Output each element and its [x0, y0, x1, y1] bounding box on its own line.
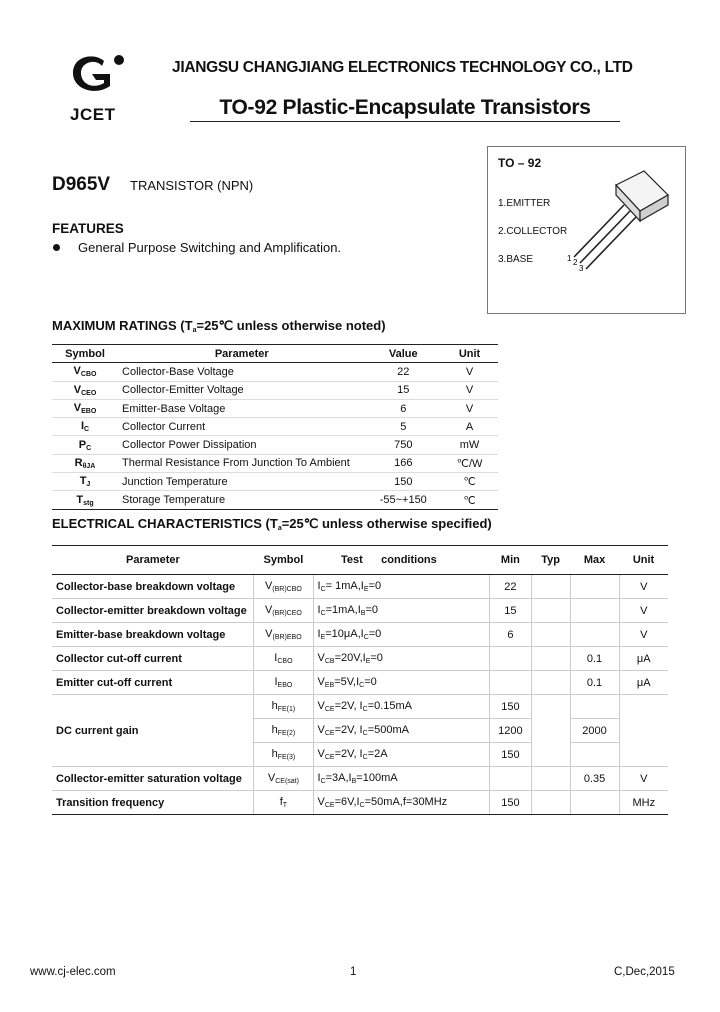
- column-header: Value: [365, 345, 441, 363]
- typ-cell: [531, 599, 570, 623]
- column-header: Typ: [531, 546, 570, 575]
- company-name: JIANGSU CHANGJIANG ELECTRONICS TECHNOLOGY CO., LTD: [172, 59, 633, 76]
- value-cell: 5: [365, 418, 441, 436]
- min-cell: 15: [490, 599, 532, 623]
- unit-cell: [619, 695, 668, 767]
- parameter-cell: Emitter-base breakdown voltage: [52, 623, 254, 647]
- value-cell: -55~+150: [365, 491, 441, 509]
- condition-cell: $I_E=10\mu A,I_C=0$: [313, 623, 490, 647]
- min-cell: [490, 767, 532, 791]
- symbol-cell: $P_C$: [52, 436, 118, 454]
- unit-cell: A: [441, 418, 498, 436]
- table-row: [52, 791, 668, 815]
- value-cell: 150: [365, 473, 441, 491]
- pin-number: 2: [573, 258, 578, 267]
- symbol-cell: $I_C$: [52, 418, 118, 436]
- value-cell: 166: [365, 454, 441, 472]
- symbol-cell: $R_{\theta JA}$: [52, 454, 118, 472]
- table-row: [52, 418, 498, 436]
- table-row: [52, 473, 498, 491]
- unit-cell: μA: [619, 647, 668, 671]
- symbol-cell: $V_{EBO}$: [52, 399, 118, 417]
- unit-cell: V: [619, 599, 668, 623]
- part-description: TRANSISTOR (NPN): [130, 178, 254, 193]
- column-header: Symbol: [52, 345, 118, 363]
- parameter-cell: Collector Power Dissipation: [118, 436, 365, 454]
- symbol-cell: $I_{EBO}$: [254, 671, 313, 695]
- symbol-cell: $I_{CBO}$: [254, 647, 313, 671]
- parameter-cell: Emitter-Base Voltage: [118, 399, 365, 417]
- typ-cell: [531, 695, 570, 767]
- pin-label: 1.EMITTER: [498, 198, 551, 209]
- package-box: [487, 146, 686, 314]
- condition-cell: $V_{CE}=2V$, $I_C=0.15mA$: [313, 695, 490, 719]
- table-row: [52, 436, 498, 454]
- max-cell: [570, 599, 619, 623]
- symbol-cell: $T_{stg}$: [52, 491, 118, 509]
- symbol-cell: $h_{FE(1)}$: [254, 695, 313, 719]
- column-header: Min: [490, 546, 532, 575]
- parameter-cell: Collector cut-off current: [52, 647, 254, 671]
- footer-page-number: 1: [350, 966, 357, 978]
- unit-cell: ℃/W: [441, 454, 498, 472]
- symbol-cell: $h_{FE(2)}$: [254, 719, 313, 743]
- table-row: [52, 767, 668, 791]
- max-cell: 0.35: [570, 767, 619, 791]
- max-cell: 2000: [570, 719, 619, 743]
- max-ratings-heading: MAXIMUM RATINGS ($T_a=25℃$ unless otherwise noted): [52, 318, 386, 334]
- column-header: Unit: [441, 345, 498, 363]
- typ-cell: [531, 671, 570, 695]
- symbol-cell: $T_J$: [52, 473, 118, 491]
- table-row: [52, 381, 498, 399]
- table-row: [52, 363, 498, 381]
- parameter-cell: Collector-base breakdown voltage: [52, 575, 254, 599]
- company-logo-icon: [66, 52, 128, 102]
- value-cell: 15: [365, 381, 441, 399]
- symbol-cell: $V_{CBO}$: [52, 363, 118, 381]
- package-name: TO – 92: [498, 156, 542, 170]
- electrical-heading: ELECTRICAL CHARACTERISTICS ($T_a=25℃$ unless otherwise specified): [52, 516, 492, 532]
- symbol-cell: $h_{FE(3)}$: [254, 743, 313, 767]
- symbol-cell: $V_{(BR)CBO}$: [254, 575, 313, 599]
- symbol-cell: $V_{CEO}$: [52, 381, 118, 399]
- parameter-cell: Transition frequency: [52, 791, 254, 815]
- symbol-cell: $V_{(BR)CEO}$: [254, 599, 313, 623]
- parameter-cell: DC current gain: [52, 695, 254, 767]
- max-cell: [570, 791, 619, 815]
- table-row: [52, 454, 498, 472]
- min-cell: 150: [490, 695, 532, 719]
- condition-cell: $V_{CE}=2V$, $I_C=500mA$: [313, 719, 490, 743]
- bullet-icon: [53, 244, 60, 251]
- parameter-cell: Collector-Base Voltage: [118, 363, 365, 381]
- unit-cell: V: [619, 623, 668, 647]
- features-heading: FEATURES: [52, 221, 124, 236]
- min-cell: 150: [490, 791, 532, 815]
- footer-website[interactable]: www.cj-elec.com: [30, 966, 116, 978]
- column-header: Symbol: [254, 546, 313, 575]
- unit-cell: V: [441, 363, 498, 381]
- unit-cell: V: [441, 399, 498, 417]
- typ-cell: [531, 647, 570, 671]
- min-cell: 22: [490, 575, 532, 599]
- min-cell: [490, 671, 532, 695]
- symbol-cell: $V_{(BR)EBO}$: [254, 623, 313, 647]
- max-cell: [570, 695, 619, 719]
- table-row: [52, 599, 668, 623]
- footer-revision: C,Dec,2015: [614, 966, 675, 978]
- table-row: [52, 491, 498, 509]
- condition-cell: $V_{CE}=2V$, $I_C=2A$: [313, 743, 490, 767]
- column-header: Parameter: [52, 546, 254, 575]
- condition-cell: $V_{EB}=5V,I_C=0$: [313, 671, 490, 695]
- min-cell: [490, 647, 532, 671]
- brand-name: JCET: [70, 105, 116, 124]
- part-number: D965V: [52, 174, 111, 195]
- pin-label: 3.BASE: [498, 254, 534, 265]
- document-title: TO-92 Plastic-Encapsulate Transistors: [190, 96, 620, 122]
- symbol-cell: $f_T$: [254, 791, 313, 815]
- max-ratings-table: [52, 344, 498, 510]
- typ-cell: [531, 575, 570, 599]
- parameter-cell: Storage Temperature: [118, 491, 365, 509]
- max-cell: [570, 575, 619, 599]
- typ-cell: [531, 767, 570, 791]
- condition-cell: $V_{CB}=20V,I_E=0$: [313, 647, 490, 671]
- max-cell: 0.1: [570, 647, 619, 671]
- unit-cell: ℃: [441, 491, 498, 509]
- parameter-cell: Collector-emitter breakdown voltage: [52, 599, 254, 623]
- max-cell: [570, 623, 619, 647]
- parameter-cell: Junction Temperature: [118, 473, 365, 491]
- table-row: [52, 575, 668, 599]
- column-header: Max: [570, 546, 619, 575]
- min-cell: 150: [490, 743, 532, 767]
- unit-cell: V: [441, 381, 498, 399]
- unit-cell: V: [619, 575, 668, 599]
- table-row: [52, 399, 498, 417]
- value-cell: 22: [365, 363, 441, 381]
- table-row: [52, 695, 668, 719]
- parameter-cell: Collector Current: [118, 418, 365, 436]
- typ-cell: [531, 791, 570, 815]
- unit-cell: MHz: [619, 791, 668, 815]
- condition-cell: $I_C=3A,I_B=100mA$: [313, 767, 490, 791]
- value-cell: 750: [365, 436, 441, 454]
- pin-number: 1: [567, 254, 572, 263]
- unit-cell: V: [619, 767, 668, 791]
- parameter-cell: Emitter cut-off current: [52, 671, 254, 695]
- unit-cell: mW: [441, 436, 498, 454]
- typ-cell: [531, 623, 570, 647]
- column-header: Parameter: [118, 345, 365, 363]
- feature-item: General Purpose Switching and Amplification.: [78, 240, 342, 255]
- condition-cell: $I_C= 1mA,I_E=0$: [313, 575, 490, 599]
- parameter-cell: Thermal Resistance From Junction To Ambient: [118, 454, 365, 472]
- unit-cell: ℃: [441, 473, 498, 491]
- pin-label: 2.COLLECTOR: [498, 226, 568, 237]
- symbol-cell: $V_{CE(sat)}$: [254, 767, 313, 791]
- min-cell: 1200: [490, 719, 532, 743]
- electrical-characteristics-table: [52, 545, 668, 815]
- table-row: [52, 623, 668, 647]
- pin-number: 3: [579, 264, 584, 273]
- condition-cell: $I_C=1mA,I_B=0$: [313, 599, 490, 623]
- min-cell: 6: [490, 623, 532, 647]
- table-row: [52, 647, 668, 671]
- column-header: Test conditions: [313, 546, 490, 575]
- to92-package-icon: [564, 165, 682, 275]
- max-cell: [570, 743, 619, 767]
- column-header: Unit: [619, 546, 668, 575]
- table-row: [52, 671, 668, 695]
- condition-cell: $V_{CE}=6V,I_C=50mA,f=30MHz$: [313, 791, 490, 815]
- parameter-cell: Collector-Emitter Voltage: [118, 381, 365, 399]
- max-cell: 0.1: [570, 671, 619, 695]
- parameter-cell: Collector-emitter saturation voltage: [52, 767, 254, 791]
- unit-cell: μA: [619, 671, 668, 695]
- value-cell: 6: [365, 399, 441, 417]
